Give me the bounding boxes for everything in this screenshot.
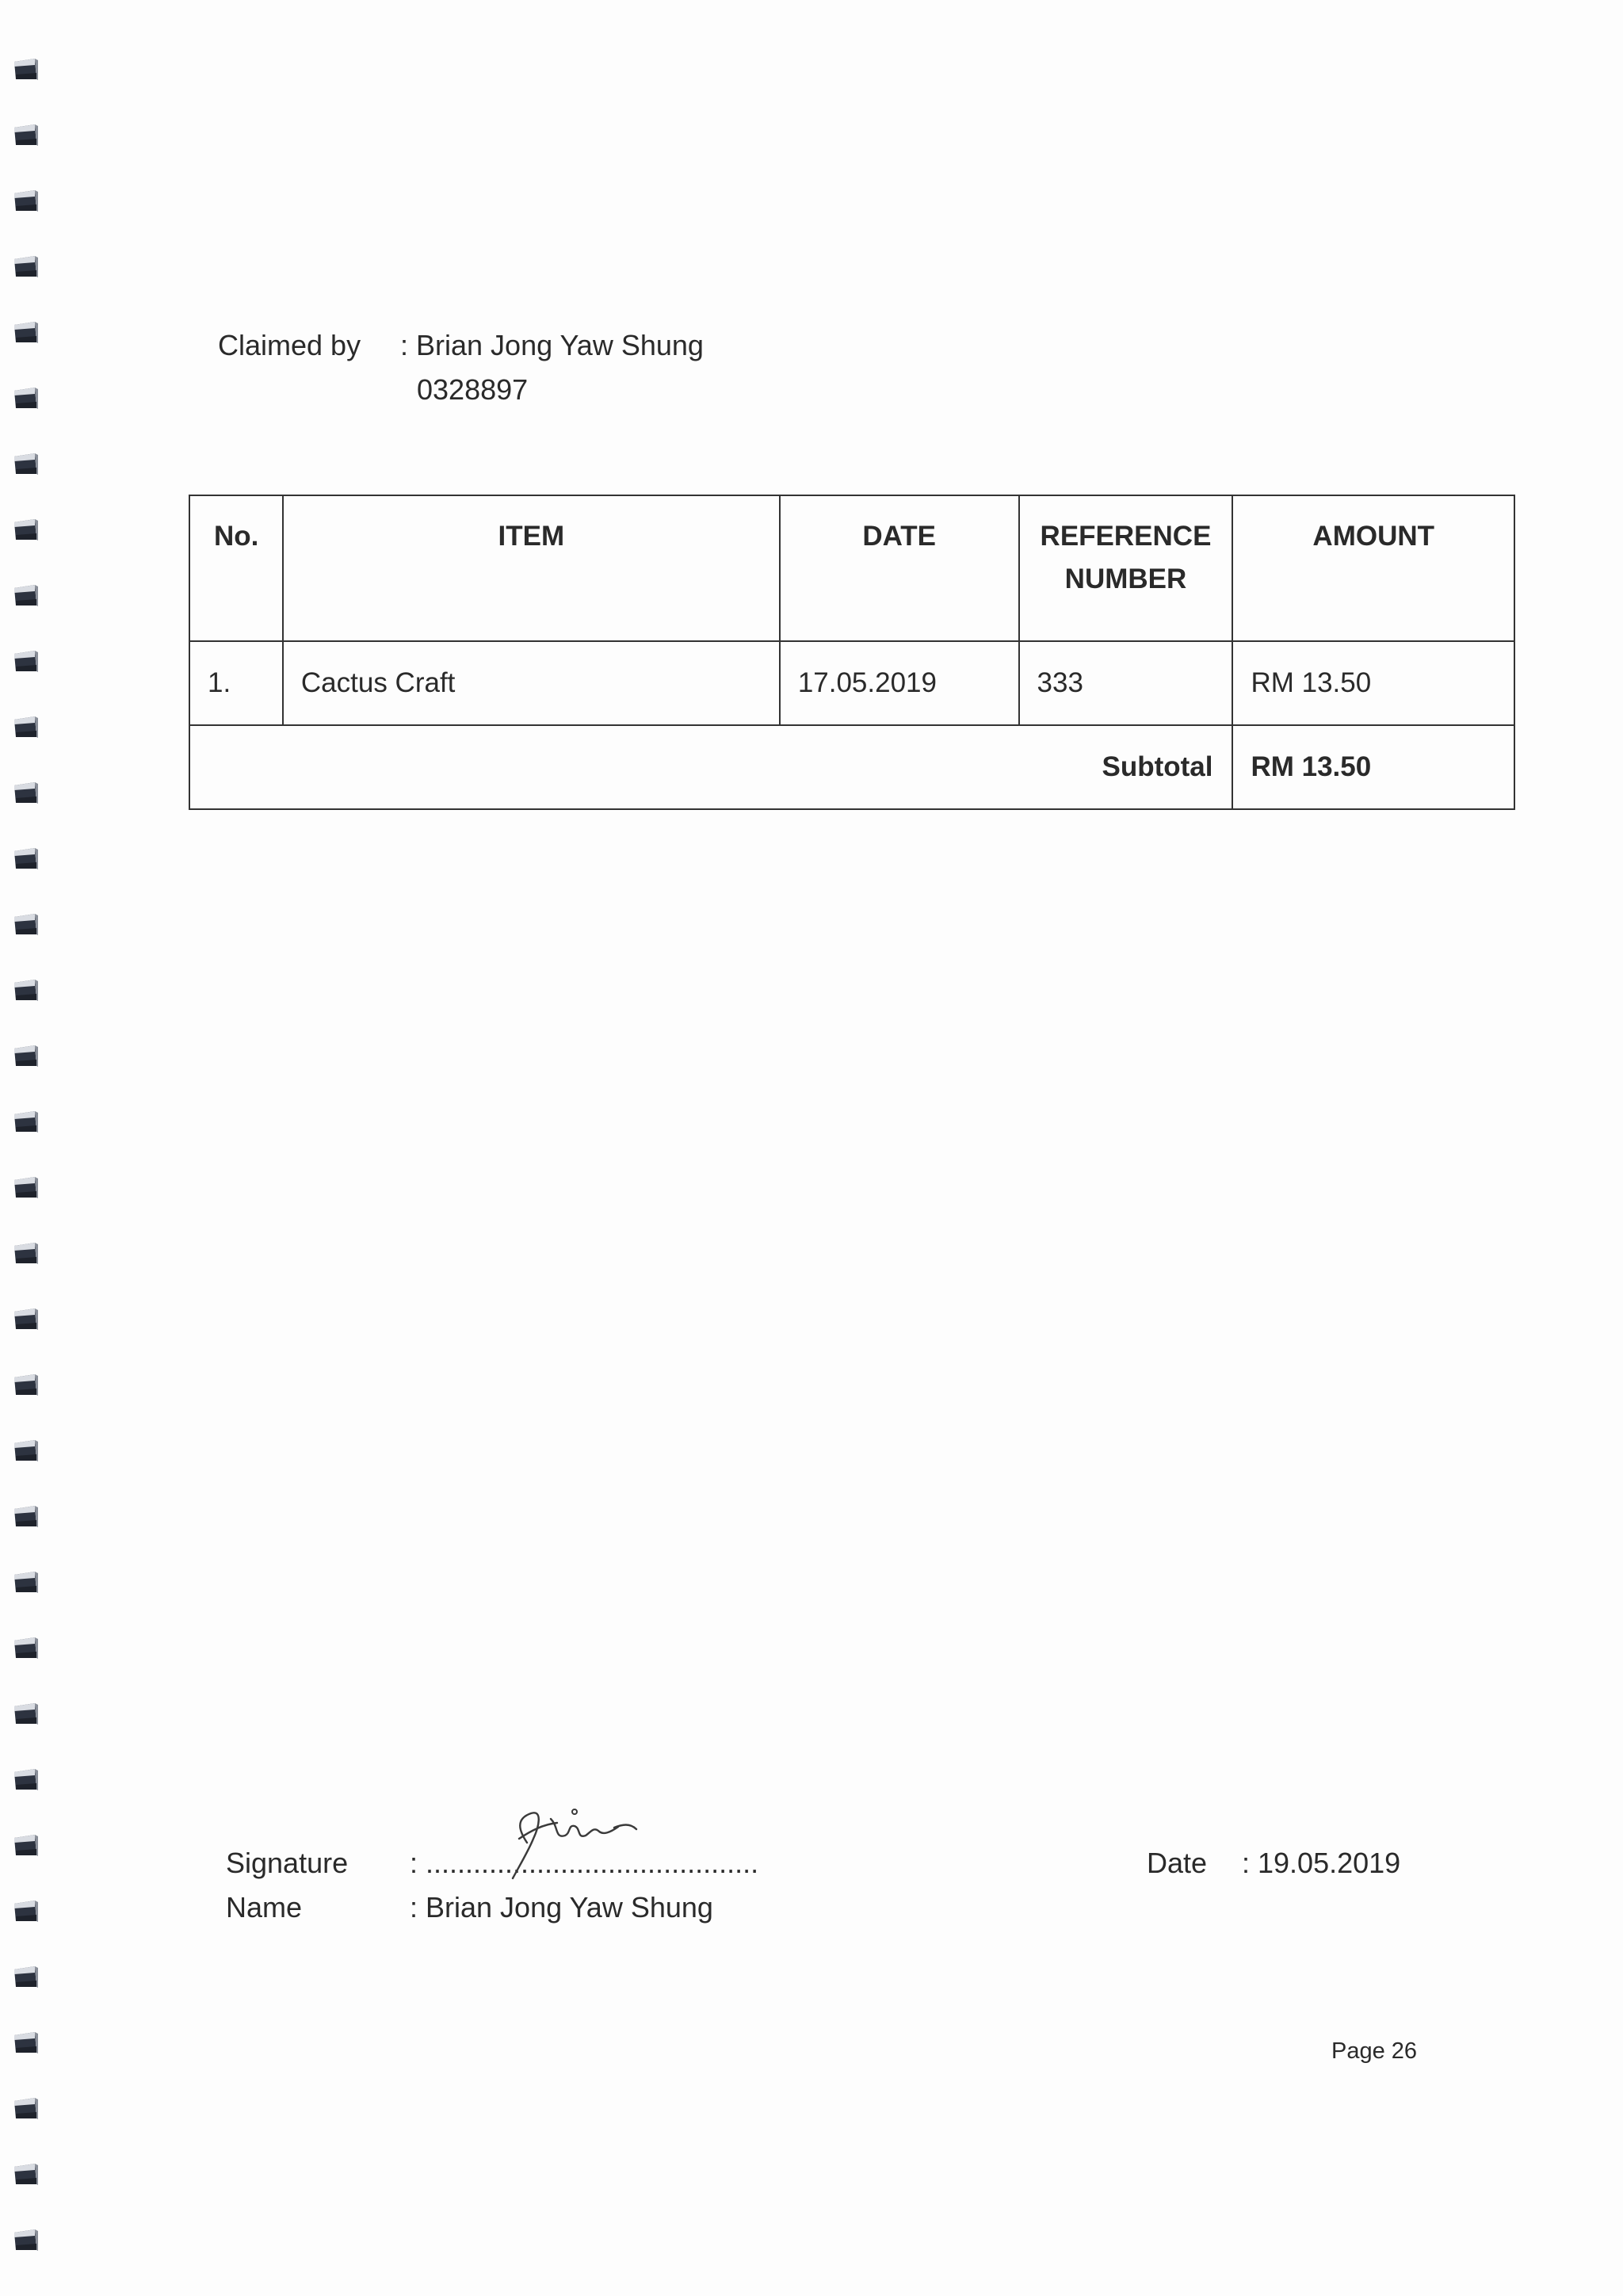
claims-table: [189, 495, 1515, 810]
page-number: Page 26: [1331, 2038, 1418, 2064]
binding-ring: [11, 1832, 40, 1859]
claimed-by-label: Claimed by: [218, 329, 361, 361]
binding-ring: [11, 1174, 40, 1201]
binding-ring: [11, 516, 40, 543]
column-header-item: ITEM: [283, 495, 780, 641]
date-value: : 19.05.2019: [1242, 1847, 1401, 1879]
binding-ring: [11, 582, 40, 609]
binding-ring: [11, 1503, 40, 1530]
name-label: Name: [226, 1891, 303, 1924]
cell-amount: RM 13.50: [1232, 641, 1514, 725]
binding-ring: [11, 253, 40, 280]
table-header-row: [189, 495, 1514, 641]
subtotal-label: Subtotal: [189, 725, 1232, 809]
binding-ring: [11, 319, 40, 346]
binding-ring: [11, 187, 40, 214]
binding-ring: [11, 1108, 40, 1135]
binding-ring: [11, 1042, 40, 1069]
binding-ring: [11, 2160, 40, 2187]
handwritten-signature: [495, 1783, 646, 1886]
binding-ring: [11, 384, 40, 411]
cell-date: 17.05.2019: [780, 641, 1019, 725]
binding-ring: [11, 121, 40, 148]
binding-ring: [11, 1897, 40, 1924]
binding-ring: [11, 1437, 40, 1464]
binding-ring: [11, 713, 40, 740]
binding-ring: [11, 1371, 40, 1398]
binding-ring: [11, 779, 40, 806]
binding-ring: [11, 648, 40, 674]
binding-ring: [11, 450, 40, 477]
binding-ring: [11, 1305, 40, 1332]
binding-ring: [11, 2095, 40, 2122]
cell-reference: 333: [1019, 641, 1233, 725]
claimed-by-name: : Brian Jong Yaw Shung: [400, 329, 704, 361]
table-row: [189, 641, 1514, 725]
column-header-reference-number: [1019, 495, 1233, 641]
date-label: Date: [1147, 1847, 1208, 1879]
binding-ring: [11, 2226, 40, 2253]
spiral-binding: [11, 55, 48, 2275]
signature-section: [226, 1847, 1573, 1950]
binding-ring: [11, 1240, 40, 1266]
binding-ring: [11, 1568, 40, 1595]
binding-ring: [11, 845, 40, 872]
binding-ring: [11, 1963, 40, 1990]
cell-item: Cactus Craft: [283, 641, 780, 725]
binding-ring: [11, 976, 40, 1003]
signature-line: : ..........................................: [410, 1847, 759, 1879]
binding-ring: [11, 1700, 40, 1727]
subtotal-value: RM 13.50: [1232, 725, 1514, 809]
column-header-date: DATE: [780, 495, 1019, 641]
binding-ring: [11, 1766, 40, 1793]
claimant-id: 0328897: [417, 373, 529, 406]
binding-ring: [11, 911, 40, 938]
subtotal-row: [189, 725, 1514, 809]
binding-ring: [11, 1634, 40, 1661]
column-header-amount: AMOUNT: [1232, 495, 1514, 641]
cell-no: 1.: [189, 641, 283, 725]
name-value: : Brian Jong Yaw Shung: [410, 1891, 713, 1924]
binding-ring: [11, 55, 40, 82]
signature-label: Signature: [226, 1847, 349, 1879]
binding-ring: [11, 2029, 40, 2056]
reference-header-text: REFERENCE NUMBER: [1040, 521, 1212, 594]
column-header-no: No.: [189, 495, 283, 641]
